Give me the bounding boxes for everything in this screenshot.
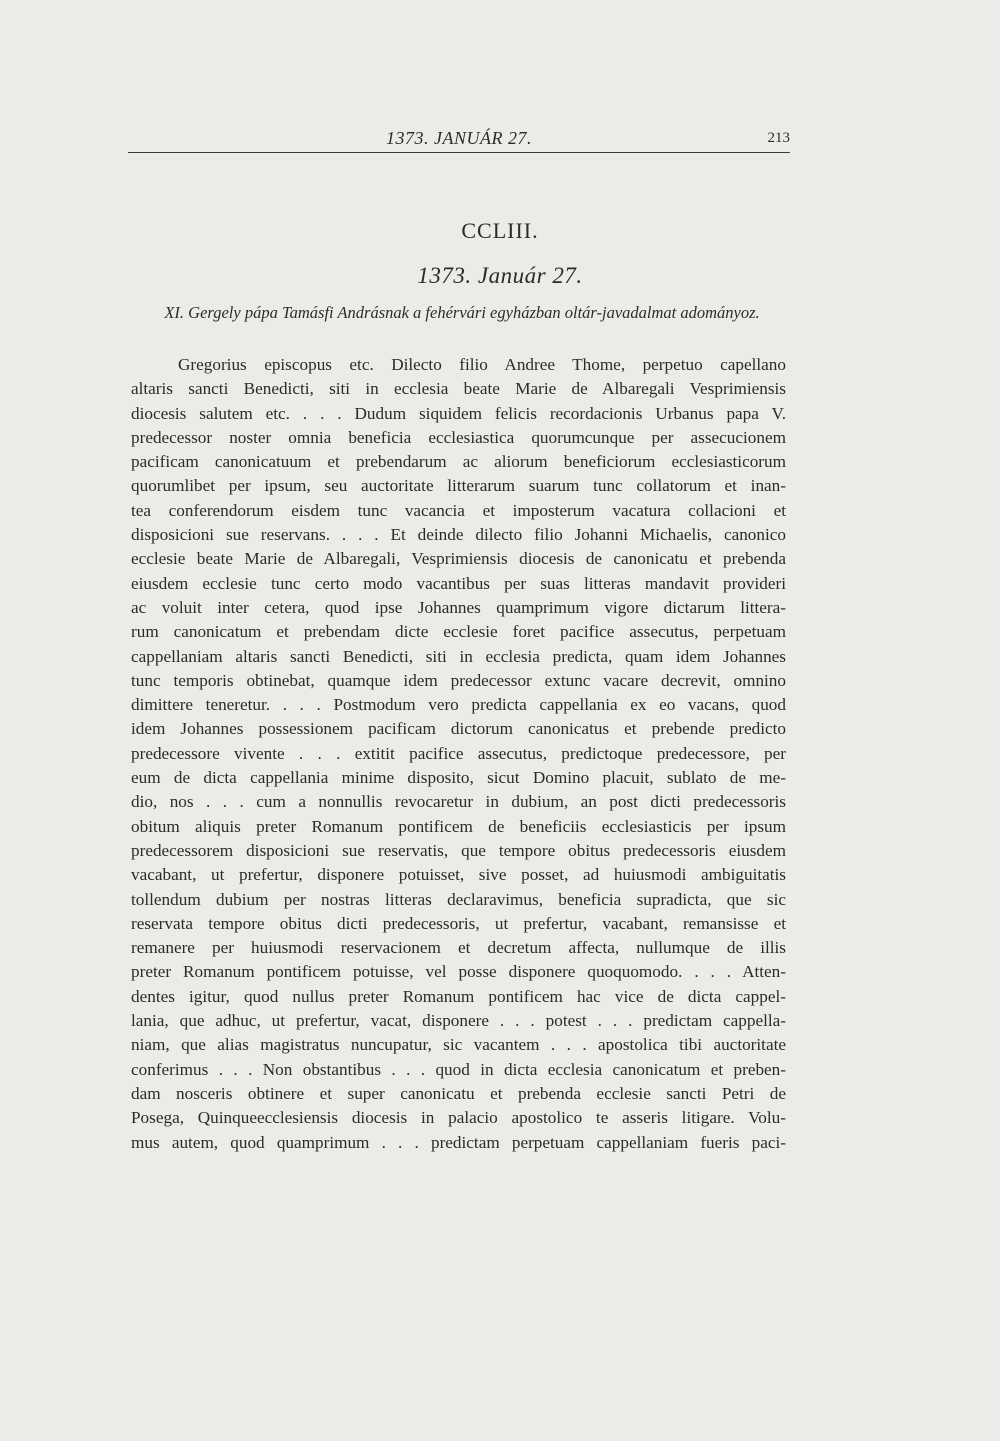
body-line: rum canonicatum et prebendam dicte ecclesie foret pacifice assecutus, perpetuam — [131, 622, 786, 642]
body-line: Posega, Quinqueecclesiensis diocesis in palacio apostolico te asseris litigare. Volu- — [131, 1108, 786, 1128]
body-line: idem Johannes possessionem pacificam dictorum canonicatus et prebende predicto — [131, 719, 786, 739]
document-number: CCLIII. — [461, 218, 539, 243]
document-date: 1373. Január 27. — [417, 263, 583, 288]
body-line: eum de dicta cappellania minime disposito, sicut Domino placuit, sublato de me- — [131, 768, 786, 788]
body-line: cappellaniam altaris sancti Benedicti, siti in ecclesia predicta, quam idem Johannes — [131, 646, 786, 666]
document-summary: XI. Gergely pápa Tamásfi Andrásnak a fehérvári egyházban oltár-javadalmat adományoz. — [164, 303, 760, 322]
body-line: altaris sancti Benedicti, siti in ecclesia beate Marie de Albaregali Vesprimiensis — [131, 379, 786, 399]
body-line: obitum aliquis preter Romanum pontificem de beneficiis ecclesiasticis per ipsum — [131, 816, 786, 836]
running-head — [128, 128, 790, 153]
page-number: 213 — [767, 130, 790, 146]
body-line: conferimus . . . Non obstantibus . . . quod in dicta ecclesia canonicatum et preben- — [131, 1059, 786, 1079]
body-line: diocesis salutem etc. . . . Dudum siquidem felicis recordacionis Urbanus papa V. — [131, 403, 786, 423]
body-line: preter Romanum pontificem potuisse, vel posse disponere quoquomodo. . . . Atten- — [131, 962, 786, 982]
running-head-date: 1373. JANUÁR 27. — [386, 128, 532, 148]
body-line: lania, que adhuc, ut prefertur, vacat, disponere . . . potest . . . predictam cappella- — [131, 1011, 786, 1031]
body-line: vacabant, ut prefertur, disponere potuisset, sive posset, ad huiusmodi ambiguitatis — [131, 865, 786, 885]
body-line: predecessore vivente . . . extitit pacifice assecutus, predictoque predecessore, per — [131, 743, 786, 763]
body-line: mus autem, quod quamprimum . . . predictam perpetuam cappellaniam fueris paci- — [131, 1132, 786, 1152]
body-line: dentes igitur, quod nullus preter Romanum pontificem hac vice de dicta cappel- — [131, 986, 786, 1006]
body-line: eiusdem ecclesie tunc certo modo vacantibus per suas litteras mandavit provideri — [131, 573, 786, 593]
body-line: pacificam canonicatuum et prebendarum ac aliorum beneficiorum ecclesiasticorum — [131, 452, 786, 472]
body-line: ac voluit inter cetera, quod ipse Johannes quamprimum vigore dictarum littera- — [131, 597, 786, 617]
body-line: reservata tempore obitus dicti predecessoris, ut prefertur, vacabant, remansisse et — [131, 913, 786, 933]
body-line: tea conferendorum eisdem tunc vacancia et imposterum vacatura collacioni et — [131, 500, 786, 520]
body-line: niam, que alias magistratus nuncupatur, sic vacantem . . . apostolica tibi auctoritate — [131, 1035, 786, 1055]
body-text — [131, 353, 786, 1155]
body-line: dimittere teneretur. . . . Postmodum vero predicta cappellania ex eo vacans, quod — [131, 695, 786, 715]
body-line: tollendum dubium per nostras litteras declaravimus, beneficia supradicta, que sic — [131, 889, 786, 909]
body-line: Gregorius episcopus etc. Dilecto filio Andree Thome, perpetuo capellano — [178, 355, 786, 374]
body-line: predecessor noster omnia beneficia ecclesiastica quorumcunque per assecucionem — [131, 427, 786, 447]
body-line: ecclesie beate Marie de Albaregali, Vesprimiensis diocesis de canonicatu et prebenda — [131, 549, 786, 569]
body-line: dam nosceris obtinere et super canonicatu et prebenda ecclesie sancti Petri de — [131, 1083, 786, 1103]
body-line: tunc temporis obtinebat, quamque idem predecessor extunc vacare decrevit, omnino — [131, 670, 786, 690]
body-line: predecessorem disposicioni sue reservatis, que tempore obitus predecessoris eiusdem — [131, 840, 786, 860]
body-line: dio, nos . . . cum a nonnullis revocaretur in dubium, an post dicti predecessoris — [131, 792, 786, 812]
body-line: remanere per huiusmodi reservacionem et decretum affecta, nullumque de illis — [131, 938, 786, 958]
body-line: disposicioni sue reservans. . . . Et deinde dilecto filio Johanni Michaelis, canonico — [131, 525, 786, 545]
body-line: quorumlibet per ipsum, seu auctoritate litterarum suarum tunc collatorum et inan- — [131, 476, 786, 496]
